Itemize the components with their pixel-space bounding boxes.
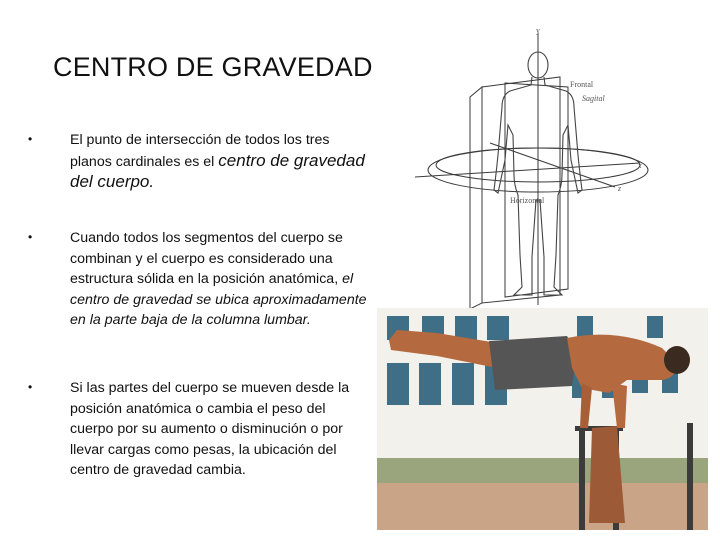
diagram-label-frontal: Frontal	[570, 80, 594, 89]
bullet-text	[70, 378, 370, 481]
bullet-text	[70, 130, 370, 194]
slide-title: CENTRO DE GRAVEDAD	[53, 52, 373, 82]
bullet-text-plain: El punto de intersección de todos los tres planos cardinales es el	[70, 132, 330, 170]
diagram-label-y: y	[536, 26, 540, 35]
diagram-label-x: x	[638, 161, 642, 170]
sagittal-plane	[505, 83, 568, 297]
bullet-marker: •	[28, 132, 33, 146]
diagram-label-z: z	[618, 184, 622, 193]
bullet-marker: •	[28, 380, 33, 394]
bullet-text	[70, 228, 370, 331]
anatomical-planes-diagram	[410, 25, 665, 310]
bullet-marker: •	[28, 230, 33, 244]
bullet-text-emphasis: centro de gravedad del cuerpo.	[70, 150, 365, 191]
diagram-label-horizontal: Horizontal	[510, 196, 545, 205]
x-axis-line	[415, 163, 640, 177]
photo-ground	[377, 483, 708, 530]
bullet-text-emphasis: el centro de gravedad se ubica aproximadamente en la parte baja de la columna lumbar.	[70, 271, 367, 328]
bullet-text-plain: Cuando todos los segmentos del cuerpo se combinan y el cuerpo es considerado una estructura sólida en la posición anatómica,	[70, 230, 343, 287]
z-axis-line	[490, 143, 615, 187]
frontal-plane-edge	[470, 87, 482, 309]
bullet-text-plain: Si las partes del cuerpo se mueven desde la posición anatómica o cambia el peso del cuerpo por su aumento o disminución o por llevar cargas como pesas, la ubicación del centro de gravedad cambia.	[70, 380, 350, 478]
planche-athlete-photo	[377, 308, 708, 530]
diagram-label-sagital: Sagital	[582, 94, 605, 103]
